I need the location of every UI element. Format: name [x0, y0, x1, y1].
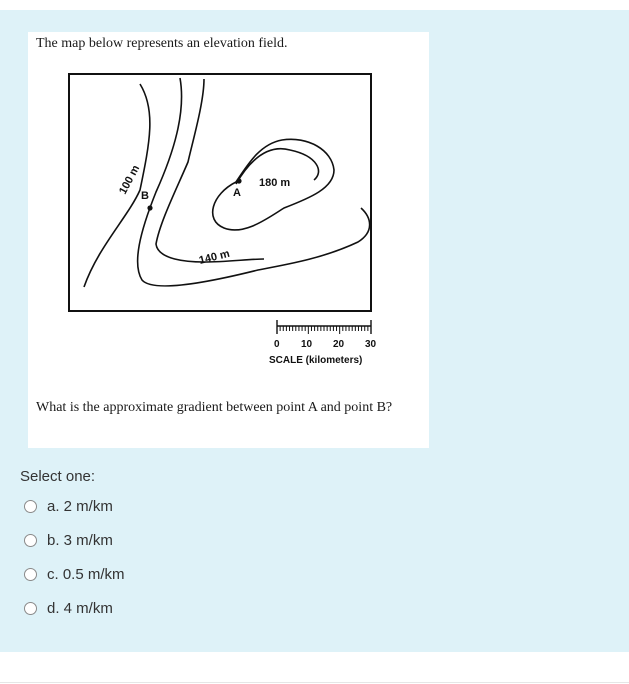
scale-bar — [277, 320, 371, 334]
contour-label-180: 180 m — [259, 177, 291, 189]
question-figure — [28, 32, 429, 448]
question-panel — [0, 10, 629, 652]
radio-c[interactable] — [24, 568, 37, 581]
answer-option-a[interactable] — [24, 495, 113, 517]
answer-option-d[interactable] — [24, 597, 113, 619]
map-frame — [69, 74, 371, 311]
contour-100m — [84, 84, 150, 287]
scale-tick-10: 10 — [301, 339, 313, 350]
point-b-label: B — [141, 190, 149, 202]
bottom-divider — [0, 682, 629, 683]
answer-option-c-label: c. 0.5 m/km — [47, 565, 125, 583]
answer-option-a-label: a. 2 m/km — [47, 497, 113, 515]
question-prompt: What is the approximate gradient between point A and point B? — [36, 400, 393, 415]
select-one-label: Select one: — [20, 468, 96, 485]
scale-tick-30: 30 — [365, 339, 377, 350]
question-intro: The map below represents an elevation field. — [36, 36, 288, 51]
scale-tick-0: 0 — [274, 339, 280, 350]
contour-label-100: 100 m — [117, 163, 143, 197]
answer-option-b-label: b. 3 m/km — [47, 531, 113, 549]
elevation-map — [28, 32, 429, 448]
answer-option-c[interactable] — [24, 563, 125, 585]
point-b-marker — [147, 205, 152, 210]
answer-option-b[interactable] — [24, 529, 113, 551]
radio-b[interactable] — [24, 534, 37, 547]
radio-a[interactable] — [24, 500, 37, 513]
answer-option-d-label: d. 4 m/km — [47, 599, 113, 617]
point-a-label: A — [233, 187, 241, 199]
contour-140m — [138, 78, 370, 286]
contour-mid — [156, 79, 264, 262]
scale-tick-20: 20 — [333, 339, 345, 350]
contour-label-140: 140 m — [197, 247, 232, 267]
point-a-marker — [236, 178, 241, 183]
radio-d[interactable] — [24, 602, 37, 615]
scale-caption: SCALE (kilometers) — [269, 355, 363, 366]
